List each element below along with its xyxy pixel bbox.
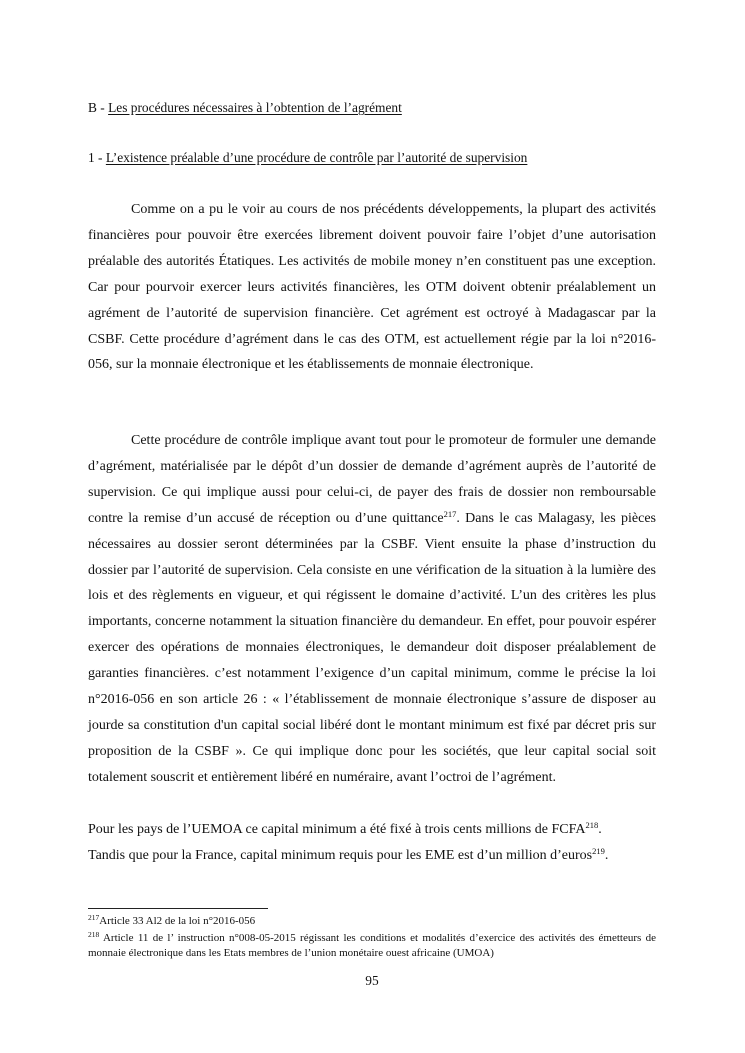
subsection-heading-1-title: L’existence préalable d’une procédure de contrôle par l’autorité de supervision <box>105 150 528 165</box>
section-heading-b-prefix: B - <box>88 100 109 115</box>
subsection-heading-1-prefix: 1 - <box>88 150 106 165</box>
footnote-218-number: 218 <box>88 930 100 939</box>
footnote-217-text: Article 33 Al2 de la loi n°2016-056 <box>99 915 256 927</box>
footnote-ref-217: 217 <box>443 508 457 519</box>
paragraph-3-line-2: Tandis que pour la France, capital minimum requis pour les EME est d’un million d’euros <box>88 847 593 863</box>
body-paragraph-2 <box>88 428 656 791</box>
section-heading-b-title: Les procédures nécessaires à l’obtention de l’agrément <box>108 100 402 115</box>
body-paragraph-1: Comme on a pu le voir au cours de nos précédents développements, la plupart des activités financières pour pouvoir être exercées librement doivent pouvoir faire l’objet d’une autorisation préalable des autorités Étatiques. Les activités de mobile money n’en constituent pas une exception. Car pour pourvoir exercer leurs activités financières, les OTM doivent obtenir préalablement un agrément de l’autorité de supervision financière. Cet agrément est octroyé à Madagascar par la CSBF. Cette procédure d’agrément dans le cas des OTM, est actuellement régie par la loi n°2016-056, sur la monnaie électronique et les établissements de monnaie électronique. <box>88 202 656 373</box>
paragraph-3-line-1-end: . <box>598 822 602 837</box>
subsection-heading-1 <box>88 150 656 166</box>
page-number: 95 <box>365 973 379 988</box>
footnote-218-text: Article 11 de l’ instruction n°008-05-2015 régissant les conditions et modalités d’exercice des activités des émetteurs de monnaie électronique dans les Etats membres de l’union monétaire ouest africaine (UMOA) <box>88 932 656 959</box>
footnote-separator <box>88 908 268 909</box>
section-heading-b <box>88 100 656 116</box>
footnote-ref-219: 219 <box>592 845 605 856</box>
body-paragraph-3 <box>88 817 656 869</box>
paragraph-2-text-a: Cette procédure de contrôle implique avant tout pour le promoteur de formuler une demande d’agrément, matérialisée par le dépôt d’un dossier de demande d’agrément auprès de l’autorité de supervision. Ce qui implique aussi pour celui-ci, de payer des frais de dossier non remboursable contre la remise d’un accusé de réception ou d’une quittance <box>88 433 656 526</box>
footnote-217-number: 217 <box>88 913 100 922</box>
paragraph-2-text-b: . Dans le cas Malagasy, les pièces nécessaires au dossier seront déterminées par la CSBF. Vient ensuite la phase d’instruction du dossier par l’autorité de supervision. Cela consiste en une vérification de la situation à la lumière des lois et des règlements en vigueur, et qui régissent le domaine d’activité. L’un des critères les plus importants, concerne notamment la situation financière du demandeur. En effet, pour pouvoir espérer exercer des opérations de monnaies électroniques, le demandeur doit disposer préalablement de garanties financières. c’est notamment l’exigence d’un capital minimum, comme le précise la loi n°2016-056 en son article 26 : « l’établissement de monnaie électronique s’assure de disposer au jourde sa constitution d'un capital social libéré dont le montant minimum est fixé par décret pris sur proposition de la CSBF ». Ce qui implique donc pour les sociétés, que leur capital social soit totalement souscrit et entièrement libéré en numéraire, avant l’octroi de l’agrément. <box>88 510 656 785</box>
paragraph-3-line-2-end: . <box>604 847 609 863</box>
footnote-217 <box>88 914 656 929</box>
footnote-218 <box>88 931 656 961</box>
footnote-ref-218: 218 <box>585 820 599 830</box>
paragraph-3-line-1: Pour les pays de l’UEMOA ce capital minimum a été fixé à trois cents millions de FCFA <box>88 822 586 837</box>
